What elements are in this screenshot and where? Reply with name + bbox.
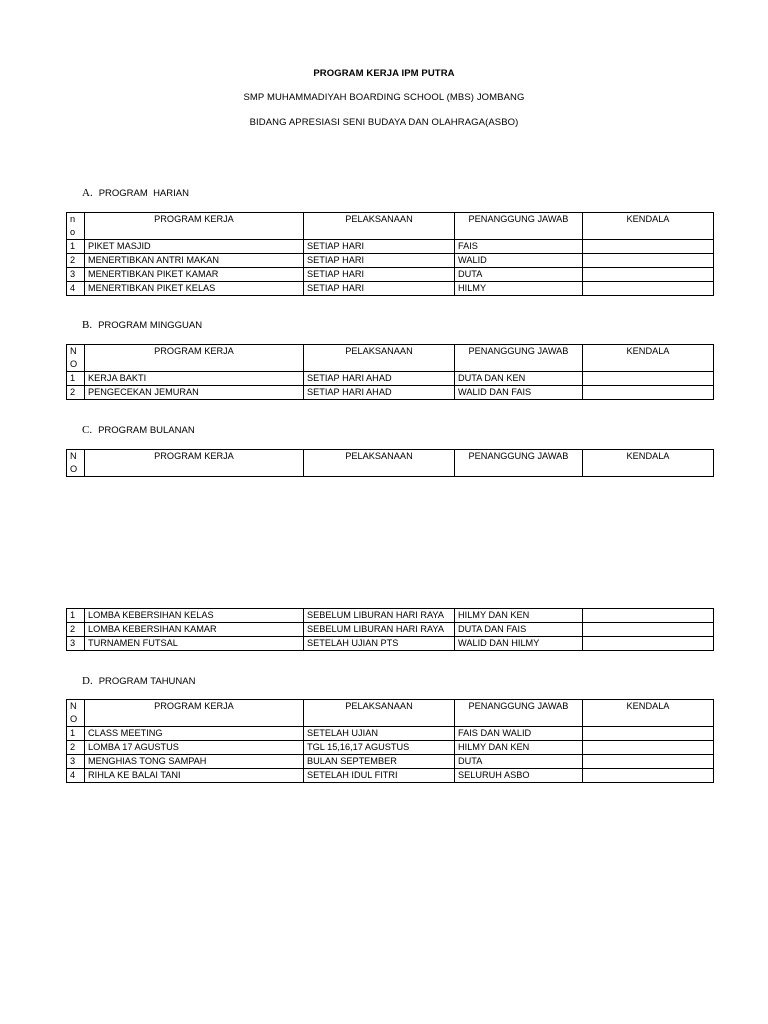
header-program: PROGRAM KERJA	[85, 213, 304, 240]
cell-pelaksanaan: SETIAP HARI	[304, 240, 455, 254]
cell-program: LOMBA 17 AGUSTUS	[85, 741, 304, 755]
section-letter: D.	[82, 675, 93, 687]
header-kendala: KENDALA	[583, 213, 714, 240]
section-c-heading	[82, 424, 195, 436]
cell-program: PENGECEKAN JEMURAN	[85, 386, 304, 400]
table-bulanan-rows	[66, 608, 714, 651]
cell-pelaksanaan: SETELAH UJIAN PTS	[304, 637, 455, 651]
cell-program: LOMBA KEBERSIHAN KELAS	[85, 609, 304, 623]
table-row	[67, 637, 714, 651]
cell-pelaksanaan: SETELAH UJIAN	[304, 727, 455, 741]
table-row	[67, 741, 714, 755]
table-header-row	[67, 450, 714, 477]
cell-penanggung: DUTA	[455, 755, 583, 769]
section-letter: B.	[82, 319, 93, 331]
table-row	[67, 386, 714, 400]
header-pelaksanaan: PELAKSANAAN	[304, 700, 455, 727]
table-harian	[66, 212, 714, 296]
cell-kendala	[583, 727, 714, 741]
cell-pelaksanaan: BULAN SEPTEMBER	[304, 755, 455, 769]
cell-program: RIHLA KE BALAI TANI	[85, 769, 304, 783]
cell-penanggung: WALID DAN FAIS	[455, 386, 583, 400]
section-name: PROGRAM MINGGUAN	[98, 320, 203, 331]
cell-no: 1	[67, 240, 85, 254]
table-row	[67, 240, 714, 254]
header-penanggung: PENANGGUNG JAWAB	[455, 450, 583, 477]
cell-penanggung: FAIS	[455, 240, 583, 254]
table-row	[67, 769, 714, 783]
section-letter: C.	[82, 424, 93, 436]
cell-penanggung: DUTA	[455, 268, 583, 282]
cell-penanggung: HILMY DAN KEN	[455, 741, 583, 755]
header-no: N O	[67, 345, 85, 372]
table-row	[67, 254, 714, 268]
section-name: PROGRAM TAHUNAN	[98, 676, 196, 687]
cell-kendala	[583, 372, 714, 386]
cell-pelaksanaan: SEBELUM LIBURAN HARI RAYA	[304, 609, 455, 623]
cell-penanggung: DUTA DAN FAIS	[455, 623, 583, 637]
cell-program: CLASS MEETING	[85, 727, 304, 741]
cell-kendala	[583, 240, 714, 254]
table-tahunan	[66, 699, 714, 783]
cell-penanggung: FAIS DAN WALID	[455, 727, 583, 741]
cell-pelaksanaan: SETELAH IDUL FITRI	[304, 769, 455, 783]
cell-kendala	[583, 386, 714, 400]
header-penanggung: PENANGGUNG JAWAB	[455, 700, 583, 727]
document-title: PROGRAM KERJA IPM PUTRA	[313, 68, 455, 79]
header-penanggung: PENANGGUNG JAWAB	[455, 345, 583, 372]
cell-penanggung: SELURUH ASBO	[455, 769, 583, 783]
header-kendala: KENDALA	[583, 700, 714, 727]
table-row	[67, 727, 714, 741]
section-b-heading	[82, 319, 202, 331]
cell-program: TURNAMEN FUTSAL	[85, 637, 304, 651]
header-program: PROGRAM KERJA	[85, 345, 304, 372]
table-row	[67, 623, 714, 637]
table-row	[67, 609, 714, 623]
header-program: PROGRAM KERJA	[85, 450, 304, 477]
cell-program: MENERTIBKAN PIKET KELAS	[85, 282, 304, 296]
cell-kendala	[583, 637, 714, 651]
section-d-heading	[82, 675, 195, 687]
header-pelaksanaan: PELAKSANAAN	[304, 345, 455, 372]
cell-pelaksanaan: SETIAP HARI	[304, 254, 455, 268]
table-header-row	[67, 213, 714, 240]
cell-kendala	[583, 769, 714, 783]
cell-no: 2	[67, 386, 85, 400]
cell-pelaksanaan: SETIAP HARI	[304, 282, 455, 296]
table-header-row	[67, 700, 714, 727]
section-letter: A.	[82, 187, 93, 199]
cell-penanggung: HILMY DAN KEN	[455, 609, 583, 623]
table-row	[67, 282, 714, 296]
cell-kendala	[583, 623, 714, 637]
header-kendala: KENDALA	[583, 345, 714, 372]
section-name: PROGRAM HARIAN	[98, 188, 189, 199]
cell-penanggung: HILMY	[455, 282, 583, 296]
cell-kendala	[583, 254, 714, 268]
cell-no: 3	[67, 268, 85, 282]
table-row	[67, 372, 714, 386]
header-no: N O	[67, 450, 85, 477]
cell-no: 3	[67, 637, 85, 651]
header-program: PROGRAM KERJA	[85, 700, 304, 727]
section-a-heading	[82, 187, 189, 199]
cell-no: 1	[67, 372, 85, 386]
cell-pelaksanaan: SETIAP HARI AHAD	[304, 386, 455, 400]
cell-program: LOMBA KEBERSIHAN KAMAR	[85, 623, 304, 637]
header-pelaksanaan: PELAKSANAAN	[304, 450, 455, 477]
header-no: N O	[67, 700, 85, 727]
cell-program: MENGHIAS TONG SAMPAH	[85, 755, 304, 769]
cell-penanggung: WALID	[455, 254, 583, 268]
cell-no: 1	[67, 609, 85, 623]
header-no: n o	[67, 213, 85, 240]
school-name: SMP MUHAMMADIYAH BOARDING SCHOOL (MBS) JOMBANG	[243, 92, 525, 103]
cell-no: 4	[67, 282, 85, 296]
cell-no: 2	[67, 741, 85, 755]
cell-pelaksanaan: SETIAP HARI AHAD	[304, 372, 455, 386]
cell-no: 2	[67, 623, 85, 637]
cell-penanggung: DUTA DAN KEN	[455, 372, 583, 386]
header-penanggung: PENANGGUNG JAWAB	[455, 213, 583, 240]
cell-penanggung: WALID DAN HILMY	[455, 637, 583, 651]
cell-no: 3	[67, 755, 85, 769]
cell-kendala	[583, 609, 714, 623]
cell-pelaksanaan: SEBELUM LIBURAN HARI RAYA	[304, 623, 455, 637]
cell-program: PIKET MASJID	[85, 240, 304, 254]
table-row	[67, 755, 714, 769]
table-header-row	[67, 345, 714, 372]
table-row	[67, 268, 714, 282]
section-name: PROGRAM BULANAN	[98, 425, 195, 436]
table-mingguan	[66, 344, 714, 400]
cell-no: 2	[67, 254, 85, 268]
cell-pelaksanaan: SETIAP HARI	[304, 268, 455, 282]
header-pelaksanaan: PELAKSANAAN	[304, 213, 455, 240]
cell-pelaksanaan: TGL 15,16,17 AGUSTUS	[304, 741, 455, 755]
cell-kendala	[583, 282, 714, 296]
table-bulanan-header	[66, 449, 714, 477]
cell-program: MENERTIBKAN PIKET KAMAR	[85, 268, 304, 282]
header-kendala: KENDALA	[583, 450, 714, 477]
cell-kendala	[583, 268, 714, 282]
cell-program: MENERTIBKAN ANTRI MAKAN	[85, 254, 304, 268]
cell-kendala	[583, 755, 714, 769]
field-name: BIDANG APRESIASI SENI BUDAYA DAN OLAHRAGA(ASBO)	[249, 117, 519, 128]
cell-kendala	[583, 741, 714, 755]
cell-no: 4	[67, 769, 85, 783]
cell-no: 1	[67, 727, 85, 741]
cell-program: KERJA BAKTI	[85, 372, 304, 386]
